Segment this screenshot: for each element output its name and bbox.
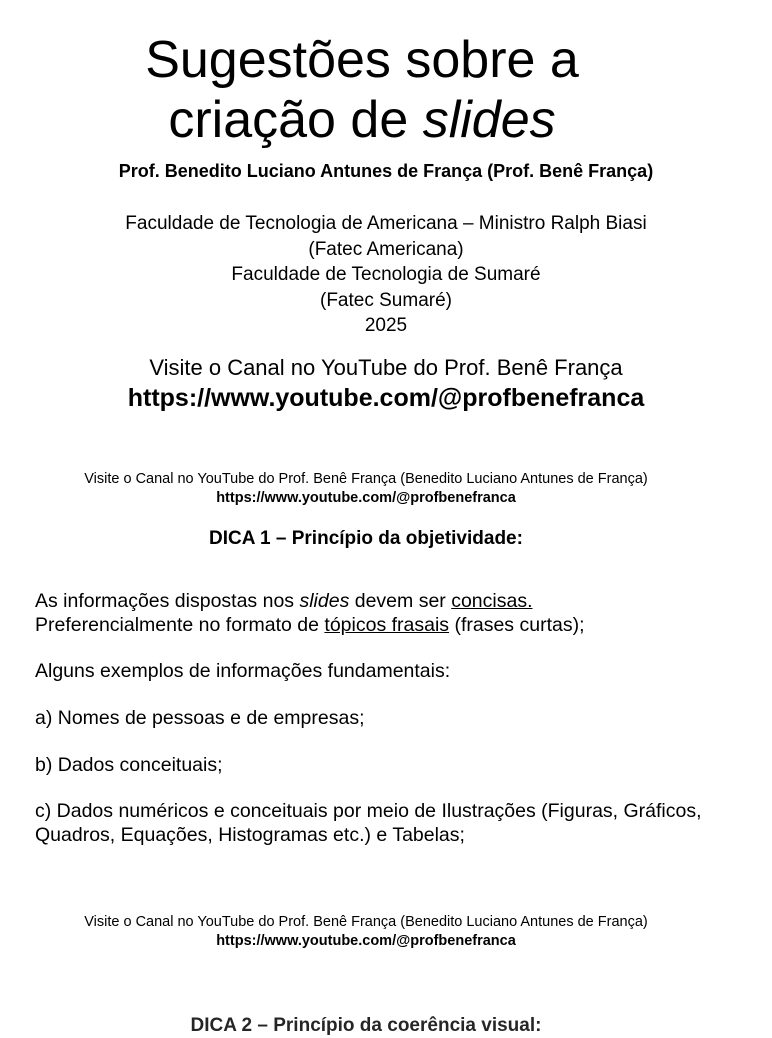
- examples-intro: Alguns exemplos de informações fundamentais:: [35, 660, 451, 682]
- author-name: Prof. Benedito Luciano Antunes de França (Prof. Benê França): [118, 161, 654, 181]
- title-line-2-prefix: criação de: [168, 91, 423, 149]
- institutions-block: [0, 211, 772, 339]
- underlined-term: tópicos frasais: [324, 613, 450, 636]
- institution-line: Faculdade de Tecnologia de Sumaré: [231, 264, 541, 285]
- text-segment: As informações dispostas nos: [35, 590, 300, 612]
- channel-url-link[interactable]: https://www.youtube.com/@profbenefranca: [127, 384, 645, 412]
- underlined-term: concisas.: [451, 590, 533, 612]
- dica-1-heading: DICA 1 – Princípio da objetividade:: [209, 528, 523, 549]
- title-line-2-italic: slides: [422, 91, 556, 149]
- footer-url-link[interactable]: https://www.youtube.com/@profbenefranca: [216, 933, 516, 949]
- text-segment: devem ser: [349, 590, 452, 612]
- text-segment: Preferencialmente no formato de: [35, 613, 325, 636]
- page-title: [0, 30, 724, 150]
- footer-visit-text: Visite o Canal no YouTube do Prof. Benê França (Benedito Luciano Antunes de França): [84, 914, 648, 930]
- title-line-1: Sugestões sobre a: [145, 31, 579, 89]
- dica-1-paragraph: [35, 590, 745, 637]
- list-item: a) Nomes de pessoas e de empresas;: [35, 707, 365, 729]
- year: 2025: [364, 315, 408, 336]
- institution-line: (Fatec Americana): [308, 238, 464, 260]
- list-item: b) Dados conceituais;: [35, 754, 223, 776]
- title-line-2: [0, 90, 724, 150]
- paragraph-line-1: [35, 590, 745, 614]
- footer-visit-text: Visite o Canal no YouTube do Prof. Benê França (Benedito Luciano Antunes de França): [84, 471, 648, 487]
- next-section-heading-partial: DICA 2 – Princípio da coerência visual:: [190, 1015, 542, 1036]
- text-segment: (frases curtas);: [449, 613, 585, 636]
- institution-line: Faculdade de Tecnologia de Americana – Ministro Ralph Biasi: [125, 213, 647, 234]
- paragraph-line-2: [35, 614, 745, 638]
- list-item: c) Dados numéricos e conceituais por meio de Ilustrações (Figuras, Gráficos, Quadros, Equações, Histogramas etc.) e Tabelas;: [35, 800, 702, 846]
- italic-term: slides: [299, 590, 350, 612]
- footer-url-link[interactable]: https://www.youtube.com/@profbenefranca: [216, 490, 516, 506]
- institution-line: (Fatec Sumaré): [320, 289, 452, 311]
- channel-visit-text: Visite o Canal no YouTube do Prof. Benê França: [149, 355, 623, 380]
